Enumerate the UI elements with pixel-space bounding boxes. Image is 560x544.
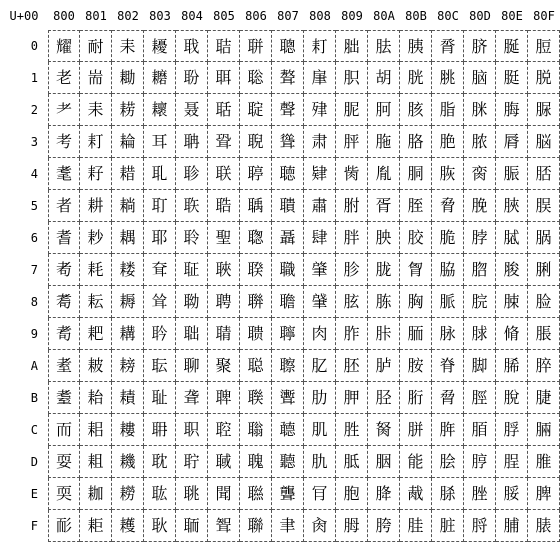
glyph-cell: 聈 (176, 286, 208, 318)
glyph-cell: 脴 (528, 158, 560, 190)
glyph-cell: 脞 (464, 478, 496, 510)
glyph-cell: 耙 (80, 318, 112, 350)
glyph-cell: 耢 (112, 94, 144, 126)
glyph-cell: 聞 (208, 478, 240, 510)
glyph-cell: 胠 (368, 30, 400, 62)
glyph-cell: 耨 (112, 286, 144, 318)
row-header: C (30, 423, 38, 437)
column-header: 807 (277, 9, 299, 23)
glyph-cell: 胘 (336, 286, 368, 318)
glyph-cell: 聺 (272, 350, 304, 382)
glyph-cell: 脲 (528, 94, 560, 126)
glyph-cell: 聆 (176, 222, 208, 254)
glyph-cell: 肎 (304, 478, 336, 510)
glyph-cell: 聕 (208, 190, 240, 222)
glyph-cell: 胻 (400, 382, 432, 414)
glyph-cell: 脳 (528, 126, 560, 158)
glyph-cell: 聋 (176, 382, 208, 414)
glyph-cell: 聿 (272, 510, 304, 542)
glyph-cell: 脛 (464, 382, 496, 414)
glyph-cell: 聃 (176, 126, 208, 158)
glyph-cell: 肄 (304, 158, 336, 190)
glyph-cell: 耫 (112, 382, 144, 414)
glyph-cell: 脻 (528, 382, 560, 414)
glyph-cell: 脗 (464, 254, 496, 286)
column-header: 801 (85, 9, 107, 23)
glyph-cell: 胰 (400, 30, 432, 62)
glyph-cell: 聽 (272, 446, 304, 478)
glyph-cell: 脫 (496, 382, 528, 414)
column-header: 80E (501, 9, 523, 23)
glyph-cell: 胒 (336, 94, 368, 126)
glyph-cell: 聭 (240, 446, 272, 478)
glyph-cell: 耊 (48, 350, 80, 382)
glyph-cell: 脘 (464, 286, 496, 318)
row-header: 8 (30, 295, 38, 309)
glyph-cell: 聁 (176, 62, 208, 94)
glyph-cell: 胪 (368, 350, 400, 382)
glyph-cell: 脷 (528, 254, 560, 286)
glyph-cell: 聜 (208, 414, 240, 446)
glyph-cell: 耆 (48, 222, 80, 254)
glyph-cell: 耷 (144, 254, 176, 286)
glyph-cell: 聏 (176, 510, 208, 542)
glyph-cell: 脿 (528, 510, 560, 542)
glyph-cell: 耥 (112, 190, 144, 222)
column-header: 802 (117, 9, 139, 23)
glyph-cell: 聘 (208, 286, 240, 318)
glyph-cell: 脶 (528, 222, 560, 254)
glyph-cell: 脺 (528, 350, 560, 382)
glyph-cell: 胓 (336, 126, 368, 158)
glyph-cell: 耵 (144, 190, 176, 222)
glyph-cell: 胩 (368, 318, 400, 350)
glyph-cell: 耻 (144, 382, 176, 414)
glyph-cell: 耉 (48, 318, 80, 350)
row-header: 3 (30, 135, 38, 149)
glyph-cell: 耒 (112, 30, 144, 62)
glyph-cell: 耐 (80, 30, 112, 62)
column-header: 809 (341, 9, 363, 23)
glyph-cell: 胟 (336, 510, 368, 542)
glyph-cell: 脏 (432, 510, 464, 542)
glyph-cell: 耈 (48, 286, 80, 318)
glyph-cell: 聬 (240, 414, 272, 446)
glyph-cell: 聯 (240, 510, 272, 542)
row-header: 4 (30, 167, 38, 181)
glyph-cell: 胑 (336, 62, 368, 94)
row-header: 9 (30, 327, 38, 341)
glyph-cell: 耲 (144, 94, 176, 126)
glyph-cell: 脯 (496, 510, 528, 542)
glyph-cell: 肋 (304, 382, 336, 414)
row-header: 5 (30, 199, 38, 213)
glyph-cell: 聻 (272, 382, 304, 414)
glyph-cell: 胼 (400, 414, 432, 446)
glyph-cell: 胐 (336, 30, 368, 62)
glyph-cell: 耋 (48, 382, 80, 414)
glyph-cell: 耧 (112, 254, 144, 286)
glyph-cell: 肃 (304, 126, 336, 158)
column-header: 803 (149, 9, 171, 23)
glyph-cell: 聧 (240, 254, 272, 286)
glyph-cell: 胔 (336, 158, 368, 190)
glyph-cell: 聍 (176, 446, 208, 478)
glyph-cell: 耶 (144, 222, 176, 254)
glyph-cell: 耕 (80, 190, 112, 222)
glyph-cell: 胵 (400, 190, 432, 222)
glyph-cell: 脡 (496, 62, 528, 94)
row-header: F (30, 519, 38, 533)
glyph-cell: 脢 (496, 94, 528, 126)
glyph-cell: 脭 (496, 446, 528, 478)
glyph-cell: 脆 (432, 222, 464, 254)
glyph-cell: 胫 (368, 382, 400, 414)
glyph-cell: 聡 (240, 62, 272, 94)
column-header: 80F (533, 9, 555, 23)
glyph-cell: 胙 (336, 318, 368, 350)
glyph-cell: 耳 (144, 126, 176, 158)
glyph-cell: 聴 (272, 158, 304, 190)
glyph-cell: 脚 (464, 350, 496, 382)
glyph-cell: 脈 (432, 286, 464, 318)
glyph-cell: 耓 (80, 126, 112, 158)
glyph-cell: 耔 (80, 158, 112, 190)
glyph-cell: 脹 (528, 318, 560, 350)
glyph-cell: 聂 (176, 94, 208, 126)
glyph-cell: 脵 (528, 190, 560, 222)
column-header: 806 (245, 9, 267, 23)
glyph-cell: 胞 (336, 478, 368, 510)
glyph-cell: 耜 (80, 414, 112, 446)
glyph-cell: 耗 (80, 254, 112, 286)
glyph-cell: 胜 (336, 414, 368, 446)
glyph-cell: 肇 (304, 254, 336, 286)
glyph-cell: 耑 (80, 62, 112, 94)
glyph-cell: 耴 (144, 158, 176, 190)
glyph-cell: 聝 (208, 446, 240, 478)
glyph-cell: 耹 (144, 318, 176, 350)
glyph-cell: 脕 (464, 190, 496, 222)
glyph-cell: 聐 (208, 30, 240, 62)
glyph-cell: 聄 (176, 158, 208, 190)
glyph-cell: 胗 (336, 254, 368, 286)
glyph-cell: 耛 (80, 382, 112, 414)
column-header: 80C (437, 9, 459, 23)
glyph-cell: 脨 (496, 286, 528, 318)
column-header: 80B (405, 9, 427, 23)
glyph-cell: 耤 (112, 158, 144, 190)
glyph-cell: 脙 (464, 318, 496, 350)
glyph-cell: 脦 (496, 222, 528, 254)
glyph-cell: 聉 (176, 318, 208, 350)
glyph-cell: 胭 (368, 446, 400, 478)
glyph-cell: 肂 (304, 94, 336, 126)
glyph-cell: 耂 (48, 94, 80, 126)
glyph-cell: 聸 (272, 286, 304, 318)
glyph-cell: 聟 (208, 510, 240, 542)
glyph-cell: 脁 (432, 62, 464, 94)
glyph-cell: 脬 (496, 414, 528, 446)
glyph-cell: 脰 (528, 30, 560, 62)
glyph-cell: 肌 (304, 414, 336, 446)
glyph-cell: 耯 (112, 510, 144, 542)
glyph-cell: 聠 (240, 30, 272, 62)
glyph-cell: 脾 (528, 478, 560, 510)
row-header: 1 (30, 71, 38, 85)
glyph-cell: 耬 (112, 414, 144, 446)
glyph-cell: 耀 (48, 30, 80, 62)
glyph-cell: 聲 (272, 94, 304, 126)
column-header: 804 (181, 9, 203, 23)
column-header: 808 (309, 9, 331, 23)
glyph-cell: 胸 (400, 286, 432, 318)
glyph-cell: 职 (176, 414, 208, 446)
glyph-cell: 肏 (304, 510, 336, 542)
glyph-cell: 脠 (496, 30, 528, 62)
glyph-cell: 肈 (304, 286, 336, 318)
glyph-cell: 聱 (272, 62, 304, 94)
glyph-cell: 脽 (528, 446, 560, 478)
glyph-cell: 胲 (400, 94, 432, 126)
glyph-cell: 脖 (464, 222, 496, 254)
glyph-cell: 胾 (400, 478, 432, 510)
glyph-cell: 脪 (496, 350, 528, 382)
glyph-cell: 耄 (48, 158, 80, 190)
glyph-cell: 耒 (80, 94, 112, 126)
glyph-cell: 脤 (496, 158, 528, 190)
glyph-cell: 脣 (496, 126, 528, 158)
glyph-cell: 耚 (80, 350, 112, 382)
glyph-cell: 脋 (432, 382, 464, 414)
glyph-cell: 職 (272, 254, 304, 286)
glyph-cell: 耟 (80, 510, 112, 542)
glyph-cell: 耞 (80, 478, 112, 510)
glyph-cell: 耘 (80, 286, 112, 318)
glyph-cell: 联 (208, 158, 240, 190)
glyph-cell: 耝 (80, 446, 112, 478)
glyph-cell: 者 (48, 190, 80, 222)
glyph-cell: 耭 (112, 446, 144, 478)
glyph-cell: 聑 (208, 62, 240, 94)
glyph-cell: 脐 (464, 30, 496, 62)
glyph-cell: 耮 (112, 478, 144, 510)
glyph-cell: 聎 (176, 478, 208, 510)
glyph-cell: 聹 (272, 318, 304, 350)
row-header: 0 (30, 39, 38, 53)
glyph-cell: 胕 (336, 190, 368, 222)
glyph-cell: 耓 (304, 30, 336, 62)
glyph-cell: 耎 (48, 478, 80, 510)
row-header: 6 (30, 231, 38, 245)
glyph-cell: 胥 (368, 190, 400, 222)
glyph-cell: 胢 (368, 94, 400, 126)
glyph-cell: 胯 (368, 510, 400, 542)
glyph-cell: 胖 (336, 222, 368, 254)
glyph-cell: 耺 (144, 350, 176, 382)
glyph-cell: 聩 (240, 318, 272, 350)
glyph-cell: 聮 (240, 478, 272, 510)
glyph-cell: 脧 (496, 254, 528, 286)
column-header: 805 (213, 9, 235, 23)
row-header: 7 (30, 263, 38, 277)
glyph-cell: 肆 (304, 222, 336, 254)
glyph-cell: 聅 (176, 190, 208, 222)
glyph-cell: 耍 (48, 446, 80, 478)
glyph-cell: 聓 (208, 126, 240, 158)
glyph-cell: 聰 (272, 30, 304, 62)
glyph-cell: 胣 (368, 126, 400, 158)
glyph-cell: 聙 (208, 318, 240, 350)
glyph-cell: 胮 (368, 478, 400, 510)
glyph-cell: 脒 (464, 94, 496, 126)
glyph-cell: 胨 (368, 286, 400, 318)
glyph-cell: 聇 (176, 254, 208, 286)
glyph-cell: 脅 (432, 190, 464, 222)
glyph-cell: 聖 (208, 222, 240, 254)
glyph-cell: 聀 (176, 30, 208, 62)
glyph-cell: 脝 (464, 446, 496, 478)
glyph-cell: 耿 (144, 510, 176, 542)
glyph-cell: 聳 (272, 126, 304, 158)
glyph-cell: 耰 (144, 30, 176, 62)
row-header: 2 (30, 103, 38, 117)
glyph-cell: 肍 (304, 446, 336, 478)
glyph-cell: 脀 (432, 30, 464, 62)
glyph-cell: 胺 (400, 350, 432, 382)
glyph-cell: 胝 (336, 446, 368, 478)
glyph-cell: 胱 (400, 62, 432, 94)
glyph-cell: 聣 (240, 126, 272, 158)
column-header: 80A (373, 9, 395, 23)
glyph-cell: 脎 (432, 478, 464, 510)
glyph-cell: 脌 (432, 414, 464, 446)
glyph-cell: 胤 (368, 158, 400, 190)
glyph-cell: 考 (48, 126, 80, 158)
glyph-cell: 聪 (240, 350, 272, 382)
glyph-cell: 脃 (432, 126, 464, 158)
glyph-cell: 脑 (464, 62, 496, 94)
glyph-cell: 胳 (400, 126, 432, 158)
glyph-cell: 耽 (144, 446, 176, 478)
glyph-cell: 胹 (400, 318, 432, 350)
glyph-cell: 聫 (240, 382, 272, 414)
glyph-cell: 聚 (208, 350, 240, 382)
glyph-cell: 胬 (368, 414, 400, 446)
glyph-cell: 脉 (432, 318, 464, 350)
column-header: 80D (469, 9, 491, 23)
glyph-cell: 脊 (432, 350, 464, 382)
glyph-cell: 胷 (400, 254, 432, 286)
glyph-cell: 脸 (528, 286, 560, 318)
glyph-cell: 脩 (496, 318, 528, 350)
glyph-cell: 肊 (304, 350, 336, 382)
glyph-cell: 而 (48, 414, 80, 446)
table-corner-label: U+00 (9, 9, 39, 23)
glyph-cell: 脍 (432, 446, 464, 478)
glyph-cell: 聦 (240, 222, 272, 254)
glyph-cell: 聛 (208, 382, 240, 414)
glyph-cell: 胡 (368, 62, 400, 94)
glyph-cell: 胚 (336, 350, 368, 382)
glyph-cell: 胦 (368, 222, 400, 254)
glyph-cell: 脱 (528, 62, 560, 94)
glyph-cell: 脓 (464, 126, 496, 158)
glyph-cell: 脥 (496, 190, 528, 222)
glyph-cell: 耸 (144, 286, 176, 318)
glyph-cell: 肉 (304, 318, 336, 350)
glyph-cell: 脼 (528, 414, 560, 446)
glyph-cell: 聊 (176, 350, 208, 382)
glyph-cell: 脄 (432, 158, 464, 190)
glyph-cell: 脂 (432, 94, 464, 126)
glyph-cell: 能 (400, 446, 432, 478)
glyph-cell: 胿 (400, 510, 432, 542)
glyph-cell: 聗 (208, 254, 240, 286)
row-header: B (30, 391, 38, 405)
glyph-cell: 耩 (112, 318, 144, 350)
glyph-cell: 耼 (144, 414, 176, 446)
glyph-cell: 聢 (240, 94, 272, 126)
glyph-cell: 耏 (48, 510, 80, 542)
glyph-cell: 聾 (272, 478, 304, 510)
glyph-cell: 脜 (464, 414, 496, 446)
glyph-cell: 耪 (112, 350, 144, 382)
glyph-cell: 聶 (272, 222, 304, 254)
glyph-cell: 胴 (400, 158, 432, 190)
glyph-cell: 脮 (496, 478, 528, 510)
glyph-cell: 肅 (304, 190, 336, 222)
glyph-cell: 胧 (368, 254, 400, 286)
glyph-cell: 耇 (48, 254, 80, 286)
glyph-cell: 耦 (112, 222, 144, 254)
glyph-cell: 老 (48, 62, 80, 94)
glyph-cell: 聵 (272, 190, 304, 222)
glyph-cell: 聒 (208, 94, 240, 126)
glyph-cell: 耾 (144, 478, 176, 510)
row-header: D (30, 455, 38, 469)
column-header: 800 (53, 9, 75, 23)
glyph-cell: 耖 (80, 222, 112, 254)
glyph-cell: 胛 (336, 382, 368, 414)
glyph-cell: 耣 (112, 126, 144, 158)
glyph-cell: 脇 (432, 254, 464, 286)
glyph-cell: 耡 (112, 62, 144, 94)
row-header: A (30, 359, 38, 373)
glyph-cell: 聥 (240, 190, 272, 222)
glyph-cell: 肁 (304, 62, 336, 94)
row-header: E (30, 487, 38, 501)
glyph-cell: 聤 (240, 158, 272, 190)
glyph-cell: 脟 (464, 510, 496, 542)
glyph-cell: 胶 (400, 222, 432, 254)
glyph-cell: 耱 (144, 62, 176, 94)
glyph-cell: 脔 (464, 158, 496, 190)
glyph-cell: 聨 (240, 286, 272, 318)
glyph-cell: 聼 (272, 414, 304, 446)
